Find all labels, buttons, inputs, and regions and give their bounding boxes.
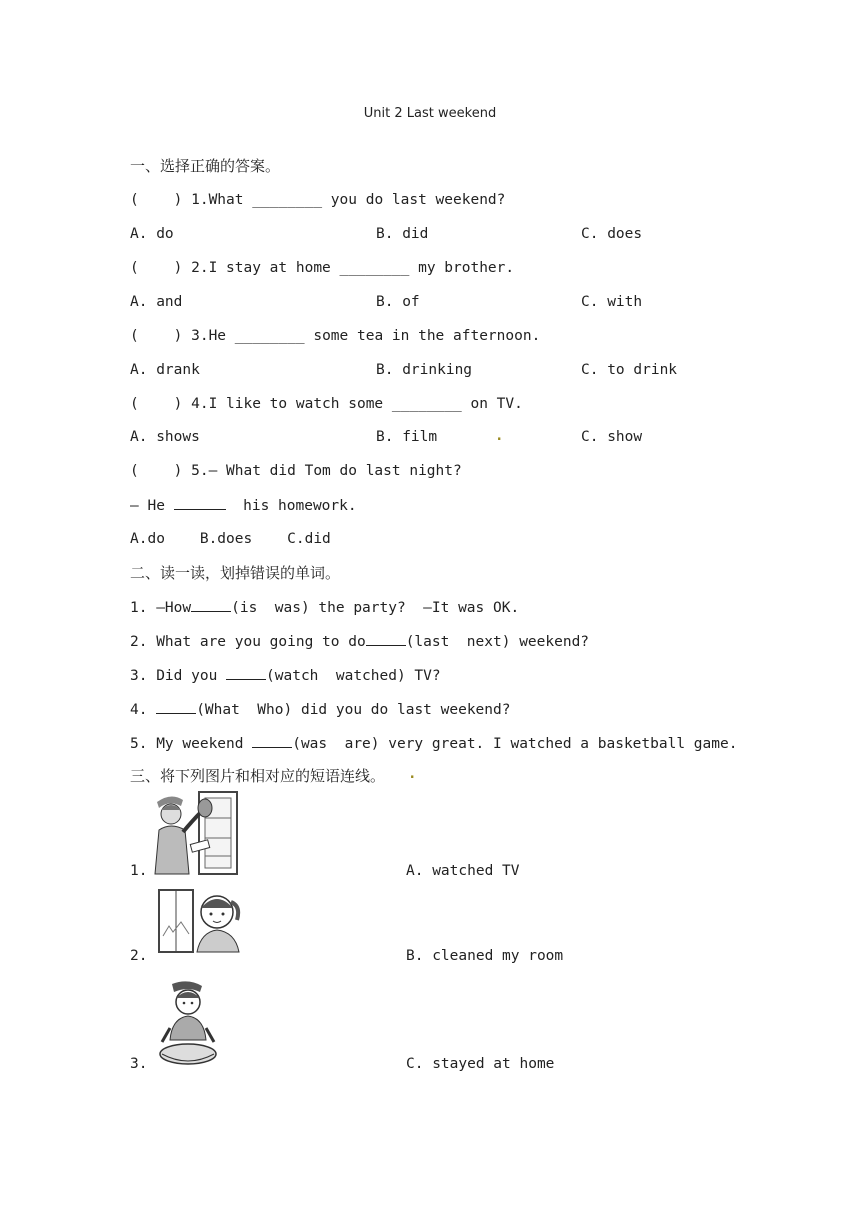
page-title: Unit 2 Last weekend xyxy=(363,106,497,121)
question-1: ( ) 1.What ________ you do last weekend? xyxy=(130,192,506,208)
section2-item-1: 1. —How (is was) the party? —It was OK. xyxy=(130,597,519,618)
q4-option-c: C. show xyxy=(581,429,643,445)
section2-item-3: 3. Did you (watch watched) TV? xyxy=(130,665,441,686)
q1-option-c: C. does xyxy=(581,226,643,242)
section2-heading: 二、读一读，划掉错误的单词。 xyxy=(130,564,341,582)
phrase-option-b: B. cleaned my room xyxy=(406,948,564,964)
section2-item-4: 4. (What Who) did you do last weekend? xyxy=(130,699,510,720)
answer-blank[interactable] xyxy=(191,597,231,612)
stayed-home-picture xyxy=(157,886,243,956)
q3-option-c: C. to drink xyxy=(581,362,678,378)
answer-blank[interactable] xyxy=(366,631,406,646)
question-2: ( ) 2.I stay at home ________ my brother. xyxy=(130,260,515,276)
cleaning-room-picture xyxy=(153,790,241,876)
section1-heading: 一、选择正确的答案。 xyxy=(130,157,281,175)
answer-blank[interactable] xyxy=(226,665,266,680)
phrase-option-c: C. stayed at home xyxy=(406,1056,555,1072)
question-4: ( ) 4.I like to watch some ________ on TV. xyxy=(130,396,523,412)
answer-blank[interactable] xyxy=(174,495,226,510)
q2-option-a: A. and xyxy=(130,294,183,310)
question-5-answer-line: — He his homework. xyxy=(130,495,357,516)
watched-tv-picture xyxy=(158,980,220,1068)
stray-dot-mark: . xyxy=(408,766,417,782)
section2-item-5: 5. My weekend (was are) very great. I watched a basketball game. xyxy=(130,733,737,754)
q3-option-a: A. drank xyxy=(130,362,200,378)
stray-dot-mark: . xyxy=(495,428,504,444)
q4-option-a: A. shows xyxy=(130,429,200,445)
phrase-option-a: A. watched TV xyxy=(406,863,520,879)
picture-number-3: 3. xyxy=(130,1056,148,1072)
section2-item-2: 2. What are you going to do (last next) weekend? xyxy=(130,631,589,652)
q1-option-a: A. do xyxy=(130,226,174,242)
question-3: ( ) 3.He ________ some tea in the afternoon. xyxy=(130,328,541,344)
q1-option-b: B. did xyxy=(376,226,429,242)
question-5: ( ) 5.— What did Tom do last night? xyxy=(130,463,462,479)
answer-blank[interactable] xyxy=(156,699,196,714)
answer-blank[interactable] xyxy=(252,733,292,748)
q2-option-b: B. of xyxy=(376,294,420,310)
q3-option-b: B. drinking xyxy=(376,362,473,378)
q2-option-c: C. with xyxy=(581,294,643,310)
q4-option-b: B. film xyxy=(376,429,438,445)
picture-number-2: 2. xyxy=(130,948,148,964)
section3-heading: 三、将下列图片和相对应的短语连线。 xyxy=(130,767,386,785)
q5-options: A.do B.does C.did xyxy=(130,531,331,547)
picture-number-1: 1. xyxy=(130,863,148,879)
